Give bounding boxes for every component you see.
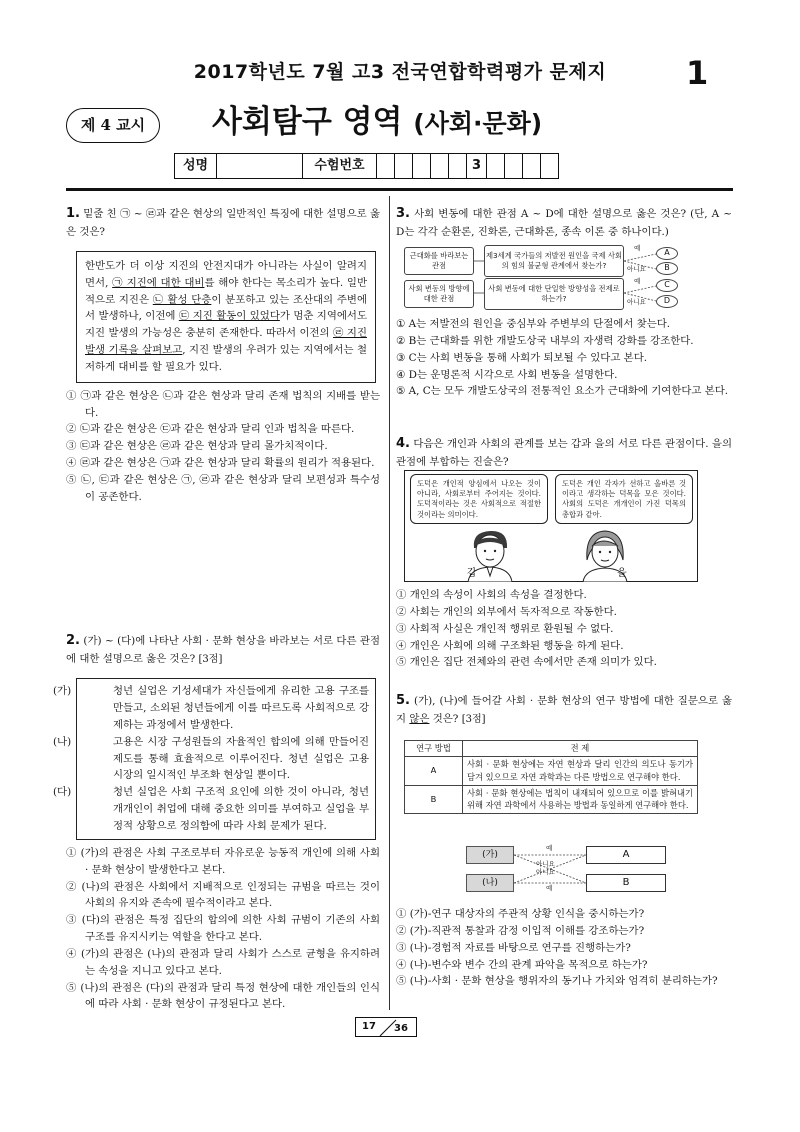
passage-text: 한반도가 더 이상 지진의 안전지대가 아니라는 사실이 알려지면서, bbox=[85, 259, 367, 289]
passage-text: 청년 실업은 사회 구조적 요인에 의한 것이 아니라, 청년 개개인이 취업에 대해 중요한 의미를 부여하고 실업을 부정적 상황으로 정의함에 따라 사회 문제가 된다. bbox=[113, 786, 369, 832]
speech-bubble-eul: 도덕은 개인 각자가 선하고 올바른 것이라고 생각하는 덕목을 모은 것이다. 사회의 도덕은 개개인이 가진 덕목의 총합과 같아. bbox=[555, 474, 693, 524]
passage-label: (나) bbox=[53, 735, 72, 748]
question-2 bbox=[53, 630, 380, 1013]
answer-option[interactable]: ⑤ A, C는 모두 개발도상국의 전통적인 요소가 근대화에 기여한다고 본다. bbox=[396, 385, 729, 398]
no-label: 아니요 bbox=[627, 265, 646, 273]
flow-box-modernization: 근대화를 바라보는 관점 bbox=[404, 247, 474, 275]
person-eul-label: 을 bbox=[617, 568, 627, 579]
question-4-figure bbox=[404, 470, 698, 582]
question-4 bbox=[396, 433, 732, 471]
answer-option[interactable]: ② (나)의 관점은 사회에서 지배적으로 인정되는 규범을 따르는 것이 사회의 유지와 존속에 필수적이라고 본다. bbox=[66, 880, 380, 910]
question-number: 5. bbox=[396, 693, 410, 708]
question-4-options bbox=[396, 587, 732, 671]
flow-question-2: 사회 변동에 대한 단일한 방향성을 전제로 하는가? bbox=[484, 278, 624, 310]
subject-sub: (사회·문화) bbox=[413, 109, 543, 138]
yes-label: 예 bbox=[634, 244, 641, 252]
exam-no-cell[interactable] bbox=[377, 154, 395, 179]
question-text: 밑줄 친 ㉠ ~ ㉣과 같은 현상의 일반적인 특징에 대한 설명으로 옳은 것은? bbox=[66, 208, 380, 239]
table-cell: 사회 · 문화 현상에는 자연 현상과 달리 인간의 의도나 동기가 담겨 있으므로 자연 과학과는 다른 방법으로 연구해야 한다. bbox=[463, 756, 698, 785]
no-label: 아니요 bbox=[536, 868, 555, 876]
answer-option[interactable]: ③ 사회적 사실은 개인적 행위로 환원될 수 없다. bbox=[396, 622, 614, 635]
question-5-diagram bbox=[466, 843, 666, 897]
question-text: (가) ~ (다)에 나타난 사회 · 문화 현상을 바라보는 서로 다른 관점에 대한 설명으로 옳은 것은? bbox=[66, 635, 380, 666]
exam-no-cell[interactable] bbox=[431, 154, 449, 179]
exam-no-cell[interactable] bbox=[505, 154, 523, 179]
exam-no-label: 수험번호 bbox=[303, 154, 377, 179]
question-2-stem bbox=[66, 630, 380, 668]
answer-option[interactable]: ① (가)의 관점은 사회 구조로부터 자유로운 능동적 개인에 의해 사회 · 문화 현상이 발생한다고 본다. bbox=[66, 846, 380, 876]
question-5-stem bbox=[396, 690, 732, 728]
passage-label: (가) bbox=[53, 685, 72, 698]
no-label: 아니요 bbox=[536, 860, 555, 868]
question-5-table bbox=[404, 740, 698, 814]
table-row-label: B bbox=[405, 785, 463, 814]
subject-title bbox=[212, 97, 542, 147]
underlined-text: 않은 bbox=[409, 713, 430, 726]
table-header: 전 제 bbox=[463, 741, 698, 757]
exam-no-cell[interactable] bbox=[395, 154, 413, 179]
question-5-options bbox=[396, 906, 732, 990]
oval-d: D bbox=[656, 295, 678, 308]
period-badge: 제 4 교시 bbox=[66, 108, 160, 143]
box-na: (나) bbox=[466, 874, 514, 892]
table-cell: 사회 · 문화 현상에는 법칙이 내재되어 있으므로 이를 밝혀내기 위해 자연 과학에서 사용하는 방법과 동일하게 연구해야 한다. bbox=[463, 785, 698, 814]
speech-bubble-gap: 도덕은 개인적 양심에서 나오는 것이 아니라, 사회로부터 주어지는 것이다. 도덕적이라는 것은 사회적으로 적절한 것이라는 의미이다. bbox=[410, 474, 548, 524]
name-field[interactable] bbox=[217, 154, 303, 179]
passage-text: 를 해야 한다는 목소리가 높다. 일반적으로 지진은 bbox=[85, 276, 367, 306]
page-footer bbox=[355, 1017, 417, 1037]
passage-text: 이 분포하고 있는 조산대의 주변에서 발생하나, 이전에 bbox=[85, 293, 367, 323]
yes-label: 예 bbox=[634, 277, 641, 285]
person-gap-label: 갑 bbox=[467, 568, 477, 579]
question-number: 4. bbox=[396, 436, 410, 451]
answer-option[interactable]: ④ (나)-변수와 변수 간의 관계 파악을 목적으로 하는가? bbox=[396, 958, 648, 971]
question-3-flowchart bbox=[404, 242, 694, 312]
table-header: 연구 방법 bbox=[405, 741, 463, 757]
header-rule bbox=[66, 188, 733, 191]
passage-label: (다) bbox=[53, 786, 72, 799]
exam-no-cell[interactable] bbox=[449, 154, 467, 179]
passage-text: 고용은 시장 구성원들의 자율적인 합의에 의해 만들어진 제도를 통해 효율적으로 이루어진다. 청년 실업은 고용 시장의 일시적인 부조화 현상일 뿐이다. bbox=[113, 735, 369, 782]
answer-option[interactable]: ① A는 저발전의 원인을 중심부와 주변부의 단절에서 찾는다. bbox=[396, 318, 671, 330]
answer-option[interactable]: ③ C는 사회 변동을 통해 사회가 퇴보될 수 있다고 본다. bbox=[396, 351, 648, 364]
passage-text: 청년 실업은 기성세대가 자신들에게 유리한 고용 구조를 만들고, 소외된 청년들에게 이를 따르도록 사회적으로 강제하는 과정에서 발생한다. bbox=[113, 685, 369, 731]
oval-c: C bbox=[656, 279, 678, 292]
box-ga: (가) bbox=[466, 846, 514, 864]
question-4-stem bbox=[396, 433, 732, 471]
yes-label: 예 bbox=[546, 884, 553, 892]
footer-total: 36 bbox=[394, 1023, 408, 1034]
exam-no-cell[interactable] bbox=[541, 154, 559, 179]
underlined-text: ㉣ 지진 발생 기록을 살펴보고 bbox=[85, 327, 367, 357]
question-3-options bbox=[396, 316, 732, 400]
passage-text: , 지진 발생의 우려가 있는 지역에서는 철저하게 대비를 할 필요가 있다. bbox=[85, 344, 367, 373]
table-row-label: A bbox=[405, 756, 463, 785]
answer-option[interactable]: ④ ㉣과 같은 현상은 ㉠과 같은 현상과 달리 확률의 원리가 적용된다. bbox=[66, 457, 375, 470]
answer-option[interactable]: ⑤ (나)-사회 · 문화 현상을 행위자의 동기나 가치와 엄격히 분리하는가? bbox=[396, 975, 718, 988]
exam-no-cell[interactable] bbox=[487, 154, 505, 179]
question-text: 다음은 개인과 사회의 관계를 보는 갑과 을의 서로 다른 관점이다. 을의 관점에 부합하는 진술은? bbox=[396, 438, 733, 469]
answer-option[interactable]: ⑤ (나)의 관점은 (다)의 관점과 달리 특정 현상에 대한 개인들의 인식에 따라 사회 · 문화 현상이 규정된다고 본다. bbox=[66, 981, 380, 1011]
question-number: 3. bbox=[396, 206, 410, 221]
question-text: 것은? bbox=[429, 713, 459, 726]
question-1-stem bbox=[66, 203, 380, 241]
question-number: 2. bbox=[66, 633, 80, 648]
answer-option[interactable]: ④ (가)의 관점은 (나)의 관점과 달리 사회가 스스로 균형을 유지하려는 속성을 지니고 있다고 본다. bbox=[66, 947, 380, 977]
question-3-stem bbox=[396, 203, 732, 241]
question-5 bbox=[396, 690, 732, 728]
answer-option[interactable]: ⑤ 개인은 집단 전체와의 관련 속에서만 존재 의미가 있다. bbox=[396, 656, 657, 669]
footer-page: 17 bbox=[362, 1021, 376, 1032]
oval-b: B bbox=[656, 262, 678, 275]
question-3 bbox=[396, 203, 732, 241]
exam-title: 2017학년도 7월 고3 전국연합학력평가 문제지 bbox=[193, 61, 607, 83]
yes-label: 예 bbox=[546, 844, 553, 852]
points-label: [3점] bbox=[198, 654, 223, 666]
flow-question-1: 제3세계 국가들의 저발전 원인을 국제 사회의 힘의 불균형 관계에서 찾는가? bbox=[484, 245, 624, 277]
answer-option[interactable]: ① ㉠과 같은 현상은 ㉡과 같은 현상과 달리 존재 법칙의 지배를 받는다. bbox=[66, 389, 380, 419]
flow-box-direction: 사회 변동의 방향에 대한 관점 bbox=[404, 280, 474, 308]
name-label: 성명 bbox=[175, 154, 217, 179]
passage-item bbox=[53, 784, 369, 835]
underlined-text: ㉡ 활성 단층 bbox=[152, 293, 212, 306]
answer-option[interactable]: ① 개인의 속성이 사회의 속성을 결정한다. bbox=[396, 589, 587, 601]
subject-name: 사회탐구 영역 bbox=[212, 104, 403, 140]
answer-option[interactable]: ④ D는 운명론적 시각으로 사회 변동을 설명한다. bbox=[396, 368, 618, 381]
underlined-text: ㉢ 지진 활동이 있었다 bbox=[178, 310, 280, 323]
oval-a: A bbox=[656, 247, 678, 260]
question-1 bbox=[66, 203, 380, 506]
answer-option[interactable]: ④ 개인은 사회에 의해 구조화된 행동을 하게 된다. bbox=[396, 639, 624, 652]
candidate-info-table bbox=[174, 153, 559, 179]
exam-no-digit: 3 bbox=[467, 154, 487, 179]
exam-no-cell[interactable] bbox=[523, 154, 541, 179]
answer-option[interactable]: ③ (다)의 관점은 특정 집단의 합의에 의한 사회 규범이 기존의 사회 구조를 유지시키는 역할을 한다고 본다. bbox=[66, 914, 380, 944]
question-2-passage bbox=[53, 678, 376, 840]
question-number: 1. bbox=[66, 206, 80, 221]
column-divider bbox=[389, 196, 390, 1010]
page-number: 1 bbox=[686, 54, 709, 92]
answer-option[interactable]: ⑤ ㉡, ㉢과 같은 현상은 ㉠, ㉣과 같은 현상과 달리 보편성과 특수성이 공존한다. bbox=[66, 474, 380, 503]
answer-option[interactable]: ③ ㉢과 같은 현상은 ㉣과 같은 현상과 달리 몰가치적이다. bbox=[66, 440, 328, 453]
answer-option[interactable]: ② B는 근대화를 위한 개발도상국 내부의 자생력 강화를 강조한다. bbox=[396, 334, 694, 347]
answer-option[interactable]: ② (가)-직관적 통찰과 감정 이입적 이해를 강조하는가? bbox=[396, 924, 645, 937]
exam-no-cell[interactable] bbox=[413, 154, 431, 179]
passage-item bbox=[53, 734, 369, 785]
answer-option[interactable]: ② ㉡과 같은 현상은 ㉢과 같은 현상과 달리 인과 법칙을 따른다. bbox=[66, 423, 355, 436]
answer-option[interactable]: ① (가)-연구 대상자의 주관적 상황 인식을 중시하는가? bbox=[396, 908, 645, 920]
box-a: A bbox=[586, 846, 666, 864]
passage-text: 가 멈춘 지역에서도 지진 발생의 가능성은 충분히 존재한다. 따라서 이전의 bbox=[85, 310, 367, 340]
underlined-text: ㉠ 지진에 대한 대비 bbox=[112, 276, 205, 289]
question-text: (가), (나)에 들어갈 사회 · 문화 현상의 연구 방법에 대한 질문으로 옳지 bbox=[396, 695, 732, 726]
passage-item bbox=[53, 683, 369, 734]
question-1-passage bbox=[76, 251, 376, 383]
answer-option[interactable]: ② 사회는 개인의 외부에서 독자적으로 작동한다. bbox=[396, 605, 617, 618]
no-label: 아니요 bbox=[627, 298, 646, 306]
question-text: 사회 변동에 대한 관점 A ~ D에 대한 설명으로 옳은 것은? (단, A ~ D는 각각 순환론, 진화론, 근대화론, 종속 이론 중 하나이다.) bbox=[396, 208, 732, 239]
box-b: B bbox=[586, 874, 666, 892]
answer-option[interactable]: ③ (나)-경험적 자료를 바탕으로 연구를 진행하는가? bbox=[396, 941, 631, 954]
points-label: [3점] bbox=[461, 714, 486, 726]
